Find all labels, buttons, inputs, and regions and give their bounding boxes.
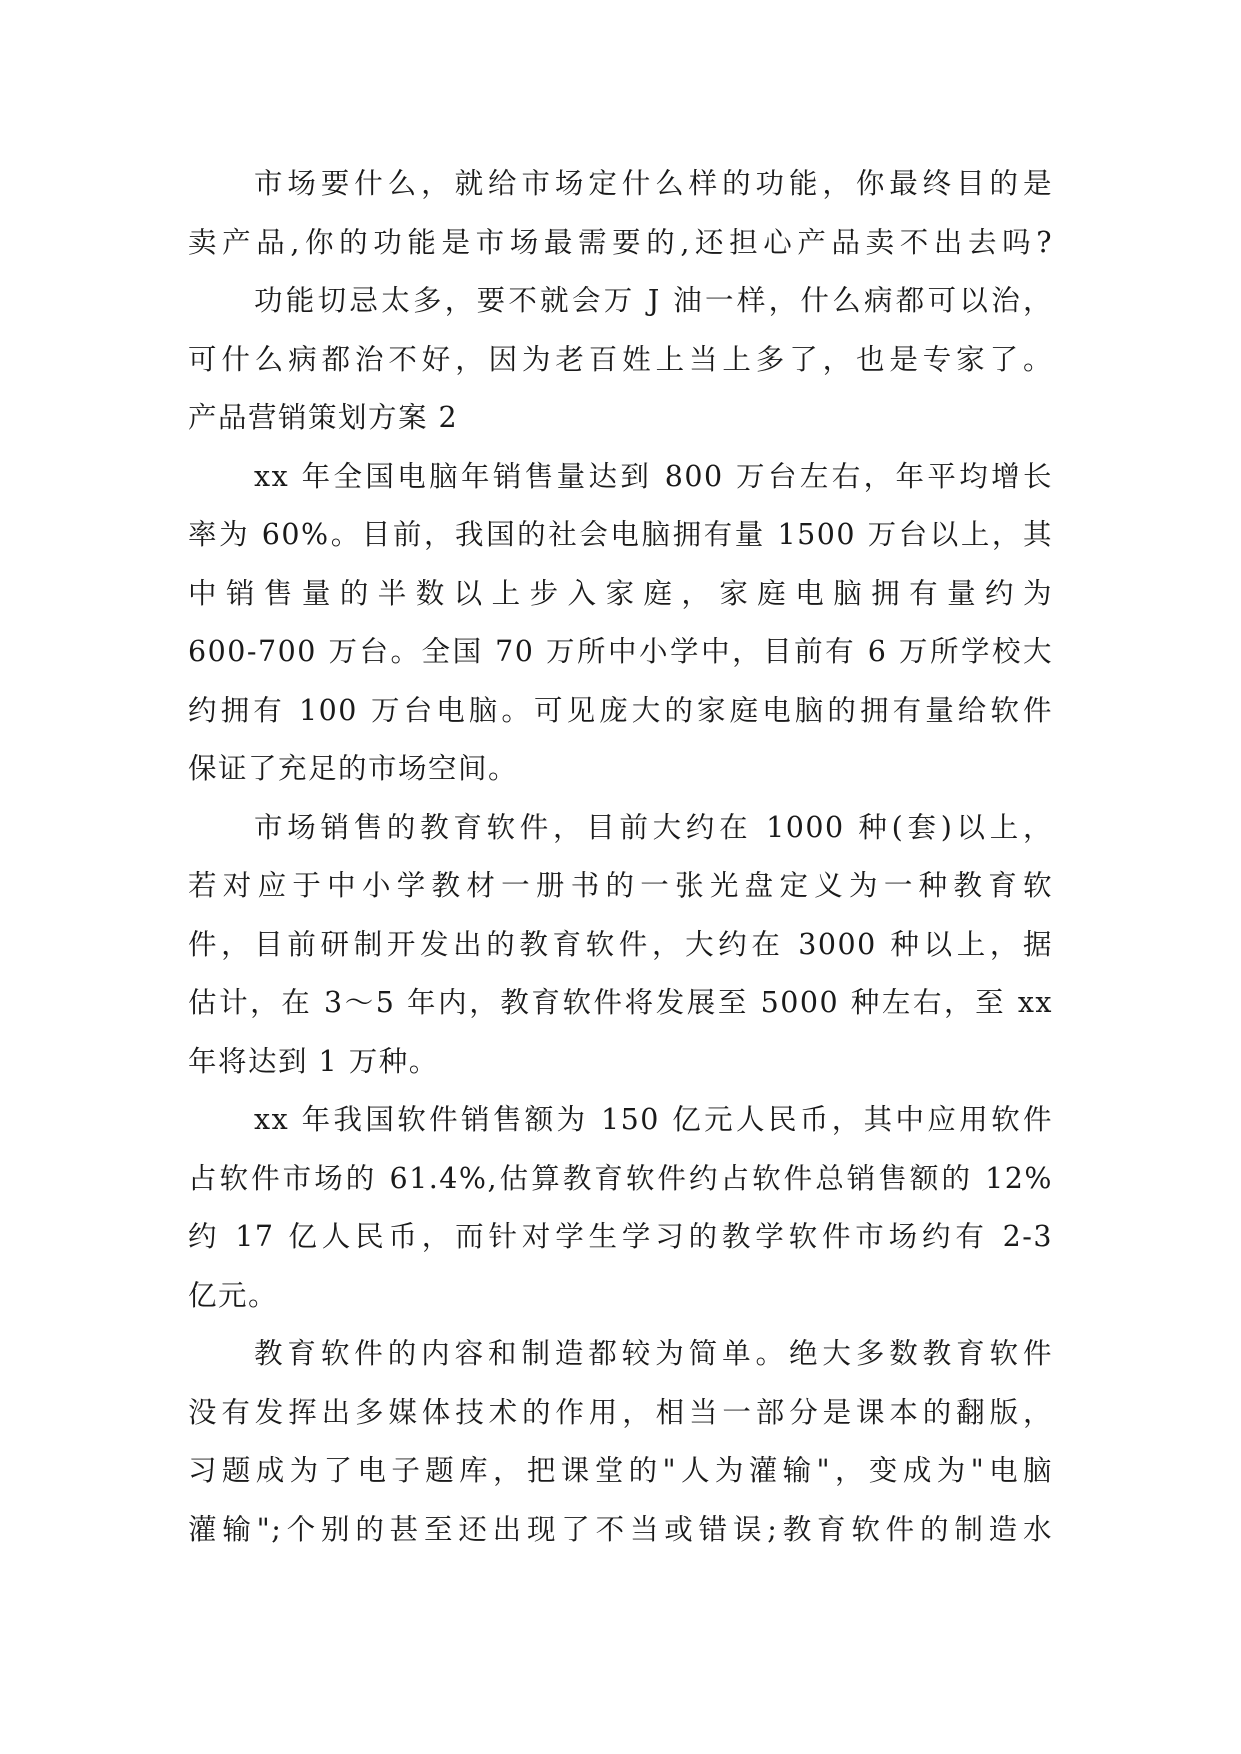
text-line: 保证了充足的市场空间。 xyxy=(188,752,519,785)
text-line: 中销售量的半数以上步入家庭，家庭电脑拥有量约为 xyxy=(188,576,1053,610)
text-line: 若对应于中小学教材一册书的一张光盘定义为一种教育软 xyxy=(188,869,1053,902)
text-line: xx 年我国软件销售额为 150 亿元人民币，其中应用软件 xyxy=(254,1103,1053,1136)
text-line: 约拥有 100 万台电脑。可见庞大的家庭电脑的拥有量给软件 xyxy=(188,693,1053,727)
text-line: 约 17 亿人民币，而针对学生学习的教学软件市场约有 2-3 xyxy=(188,1220,1053,1253)
text-line: 教育软件的内容和制造都较为简单。绝大多数教育软件 xyxy=(254,1337,1053,1370)
text-line: 估计，在 3～5 年内，教育软件将发展至 5000 种左右，至 xx xyxy=(188,986,1053,1019)
text-line: 市场要什么，就给市场定什么样的功能，你最终目的是 xyxy=(254,167,1053,200)
text-line: 亿元。 xyxy=(188,1278,279,1312)
text-line: 市场销售的教育软件，目前大约在 1000 种(套)以上， xyxy=(254,810,1053,844)
text-line: 习题成为了电子题库，把课堂的"人为灌输"，变成为"电脑 xyxy=(188,1454,1053,1487)
text-line: 600-700 万台。全国 70 万所中小学中，目前有 6 万所学校大 xyxy=(188,635,1053,668)
body-text xyxy=(188,155,1053,1559)
text-line: xx 年全国电脑年销售量达到 800 万台左右，年平均增长 xyxy=(254,459,1053,493)
section-heading: 产品营销策划方案 2 xyxy=(188,401,459,434)
text-line: 率为 60%。目前，我国的社会电脑拥有量 1500 万台以上，其 xyxy=(188,518,1053,551)
text-line: 件，目前研制开发出的教育软件，大约在 3000 种以上，据 xyxy=(188,927,1053,961)
text-line: 功能切忌太多，要不就会万 J 油一样，什么病都可以治， xyxy=(254,284,1053,317)
text-line: 年将达到 1 万种。 xyxy=(188,1044,439,1078)
text-line: 卖产品,你的功能是市场最需要的,还担心产品卖不出去吗? xyxy=(188,225,1053,259)
text-line: 占软件市场的 61.4%,估算教育软件约占软件总销售额的 12% xyxy=(188,1161,1053,1195)
text-line: 可什么病都治不好，因为老百姓上当上多了，也是专家了。 xyxy=(188,342,1053,376)
text-line: 灌输";个别的甚至还出现了不当或错误;教育软件的制造水 xyxy=(188,1512,1053,1546)
text-line: 没有发挥出多媒体技术的作用，相当一部分是课本的翻版， xyxy=(188,1395,1053,1429)
